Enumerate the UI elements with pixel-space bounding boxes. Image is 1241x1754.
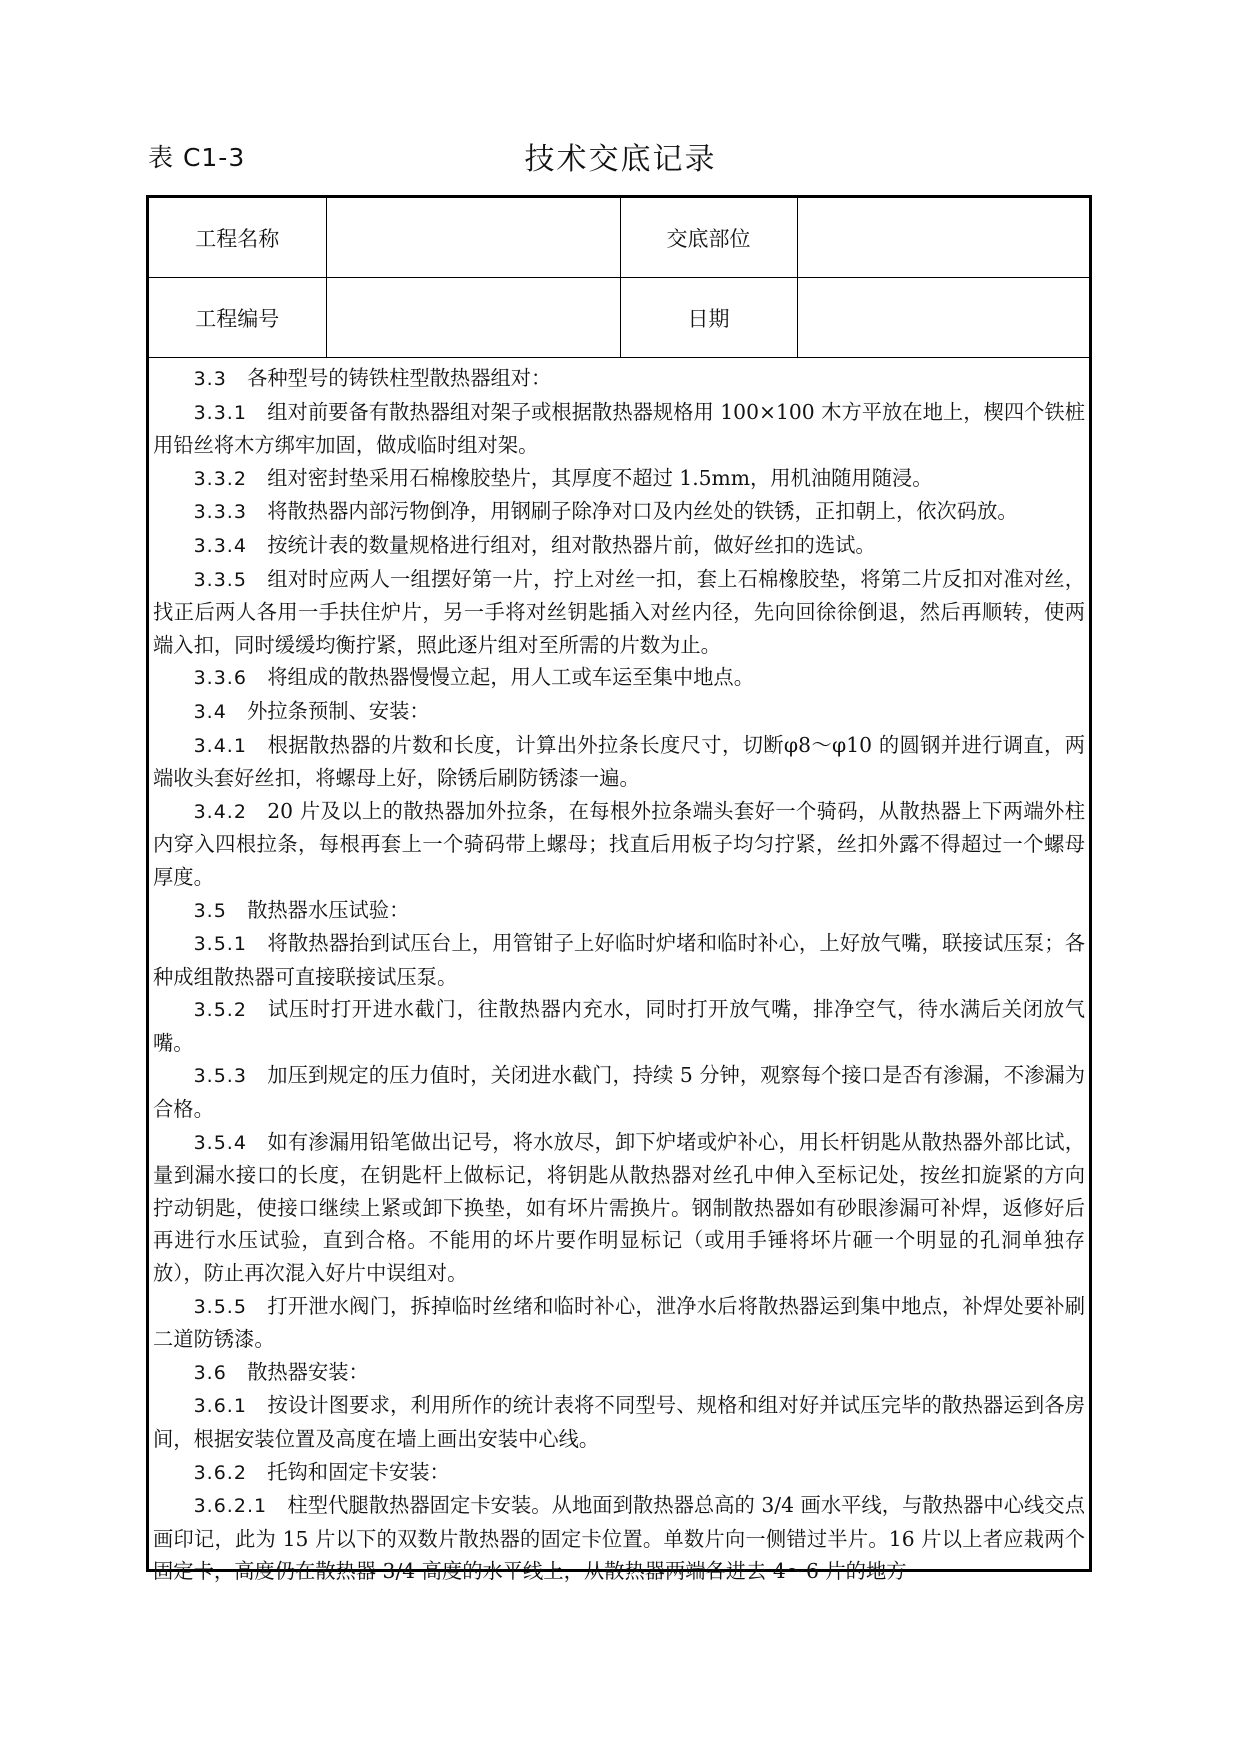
clause-number: 3.5.2	[193, 999, 247, 1022]
content-paragraph	[153, 1389, 1085, 1455]
content-paragraph	[153, 1456, 1085, 1490]
document-title: 技术交底记录	[524, 142, 717, 177]
clause-number: 3.5.3	[193, 1065, 247, 1088]
clause-number: 3.6.2	[193, 1461, 247, 1484]
clause-number: 3.3.6	[193, 667, 247, 690]
content-paragraph	[153, 1126, 1085, 1290]
clause-text: 试压时打开进水截门，往散热器内充水，同时打开放气嘴，排净空气，待水满后关闭放气嘴。	[153, 997, 1085, 1055]
content-paragraph	[153, 362, 1085, 396]
content-paragraph	[153, 993, 1085, 1059]
clause-number: 3.3	[193, 368, 227, 390]
content-paragraph	[153, 729, 1085, 795]
content-paragraph	[153, 1356, 1085, 1390]
clause-text: 将组成的散热器慢慢立起，用人工或车运至集中地点。	[267, 665, 754, 690]
project-no-field[interactable]	[326, 278, 620, 358]
clause-number: 3.3.3	[193, 501, 247, 524]
clause-text: 散热器水压试验：	[247, 897, 410, 922]
disclosure-content	[149, 358, 1089, 1588]
info-row-2	[149, 278, 1089, 358]
info-table	[149, 198, 1089, 358]
content-paragraph	[153, 495, 1085, 529]
content-paragraph	[153, 695, 1085, 729]
clause-number: 3.5	[193, 899, 227, 922]
record-sheet	[146, 195, 1092, 1584]
content-paragraph	[153, 1489, 1085, 1588]
project-no-label: 工程编号	[149, 278, 326, 358]
clause-text: 将散热器内部污物倒净，用钢刷子除净对口及内丝处的铁锈，正扣朝上，依次码放。	[267, 499, 1018, 524]
clause-text: 组对时应两人一组摆好第一片，拧上对丝一扣，套上石棉橡胶垫，将第二片反扣对准对丝，找正后两人各用一手扶住炉片，另一手将对丝钥匙插入对丝内径，先向回徐徐倒退，然后再顺转，使两端入扣，同时缓缓均衡拧紧，照此逐片组对至所需的片数为止。	[153, 566, 1085, 657]
info-row-1	[149, 198, 1089, 278]
clause-text: 根据散热器的片数和长度，计算出外拉条长度尺寸，切断φ8～φ10 的圆钢并进行调直，两端收头套好丝扣，将螺母上好，除锈后刷防锈漆一遍。	[153, 732, 1085, 791]
clause-number: 3.6.2.1	[193, 1495, 268, 1518]
clause-text: 柱型代腿散热器固定卡安装。从地面到散热器总高的 3/4 画水平线，与散热器中心线交点画印记，此为 15 片以下的双数片散热器的固定卡位置。单数片向一侧错过半片。16 片以上者应栽两个固定卡，高度仍在散热器 3/4 高度的水平线上，从散热器两端各进去 4～6 片的地方	[153, 1493, 1085, 1584]
project-name-field[interactable]	[326, 198, 620, 278]
clause-number: 3.5.4	[193, 1131, 247, 1154]
clause-number: 3.6	[193, 1361, 227, 1384]
clause-text: 组对前要备有散热器组对架子或根据散热器规格用 100×100 木方平放在地上，楔四个铁桩用铅丝将木方绑牢加固，做成临时组对架。	[153, 399, 1085, 458]
clause-number: 3.4.2	[193, 800, 247, 823]
content-paragraph	[153, 563, 1085, 662]
date-label: 日期	[620, 278, 797, 358]
clause-text: 按统计表的数量规格进行组对，组对散热器片前，做好丝扣的选试。	[267, 532, 876, 557]
disclosure-part-label: 交底部位	[620, 198, 797, 278]
clause-text: 打开泄水阀门，拆掉临时丝绪和临时补心，泄净水后将散热器运到集中地点，补焊处要补刷二道防锈漆。	[153, 1293, 1085, 1352]
clause-number: 3.5.1	[193, 933, 247, 956]
clause-text: 按设计图要求，利用所作的统计表将不同型号、规格和组对好并试压完毕的散热器运到各房间，根据安装位置及高度在墙上画出安装中心线。	[153, 1393, 1085, 1451]
clause-text: 散热器安装：	[247, 1359, 369, 1384]
clause-text: 外拉条预制、安装：	[247, 698, 430, 723]
content-paragraph	[153, 1059, 1085, 1125]
content-paragraph	[153, 661, 1085, 695]
clause-number: 3.4	[193, 700, 227, 723]
content-paragraph	[153, 927, 1085, 993]
clause-text: 组对密封垫采用石棉橡胶垫片，其厚度不超过 1.5mm，用机油随用随浸。	[267, 465, 933, 490]
form-code: 表 C1-3	[148, 143, 246, 172]
content-paragraph	[153, 529, 1085, 563]
clause-text: 20 片及以上的散热器加外拉条，在每根外拉条端头套好一个骑码，从散热器上下两端外柱内穿入四根拉条，每根再套上一个骑码带上螺母；找直后用板子均匀拧紧，丝扣外露不得超过一个螺母厚度。	[153, 798, 1085, 889]
clause-text: 各种型号的铸铁柱型散热器组对：	[247, 366, 552, 390]
content-paragraph	[153, 1290, 1085, 1356]
project-name-label: 工程名称	[149, 198, 326, 278]
clause-number: 3.6.1	[193, 1395, 247, 1418]
clause-text: 托钩和固定卡安装：	[267, 1459, 450, 1484]
clause-number: 3.3.4	[193, 534, 247, 557]
date-field[interactable]	[797, 278, 1089, 358]
clause-number: 3.3.5	[193, 568, 247, 591]
clause-text: 如有渗漏用铅笔做出记号，将水放尽，卸下炉堵或炉补心，用长杆钥匙从散热器外部比试，量到漏水接口的长度，在钥匙杆上做标记，将钥匙从散热器对丝孔中伸入至标记处，按丝扣旋紧的方向拧动钥匙，使接口继续上紧或卸下换垫，如有坏片需换片。钢制散热器如有砂眼渗漏可补焊，返修好后再进行水压试验，直到合格。不能用的坏片要作明显标记（或用手锤将坏片砸一个明显的孔洞单独存放），防止再次混入好片中误组对。	[153, 1129, 1085, 1286]
content-paragraph	[153, 795, 1085, 894]
clause-number: 3.3.1	[193, 401, 247, 424]
content-paragraph	[153, 396, 1085, 462]
clause-number: 3.4.1	[193, 734, 247, 757]
content-paragraph	[153, 462, 1085, 496]
clause-number: 3.5.5	[193, 1295, 247, 1318]
clause-text: 加压到规定的压力值时，关闭进水截门，持续 5 分钟，观察每个接口是否有渗漏，不渗漏为合格。	[153, 1063, 1085, 1122]
disclosure-part-field[interactable]	[797, 198, 1089, 278]
content-paragraph	[153, 894, 1085, 928]
clause-text: 将散热器抬到试压台上，用管钳子上好临时炉堵和临时补心，上好放气嘴，联接试压泵；各种成组散热器可直接联接试压泵。	[153, 931, 1085, 989]
clause-number: 3.3.2	[193, 467, 247, 490]
